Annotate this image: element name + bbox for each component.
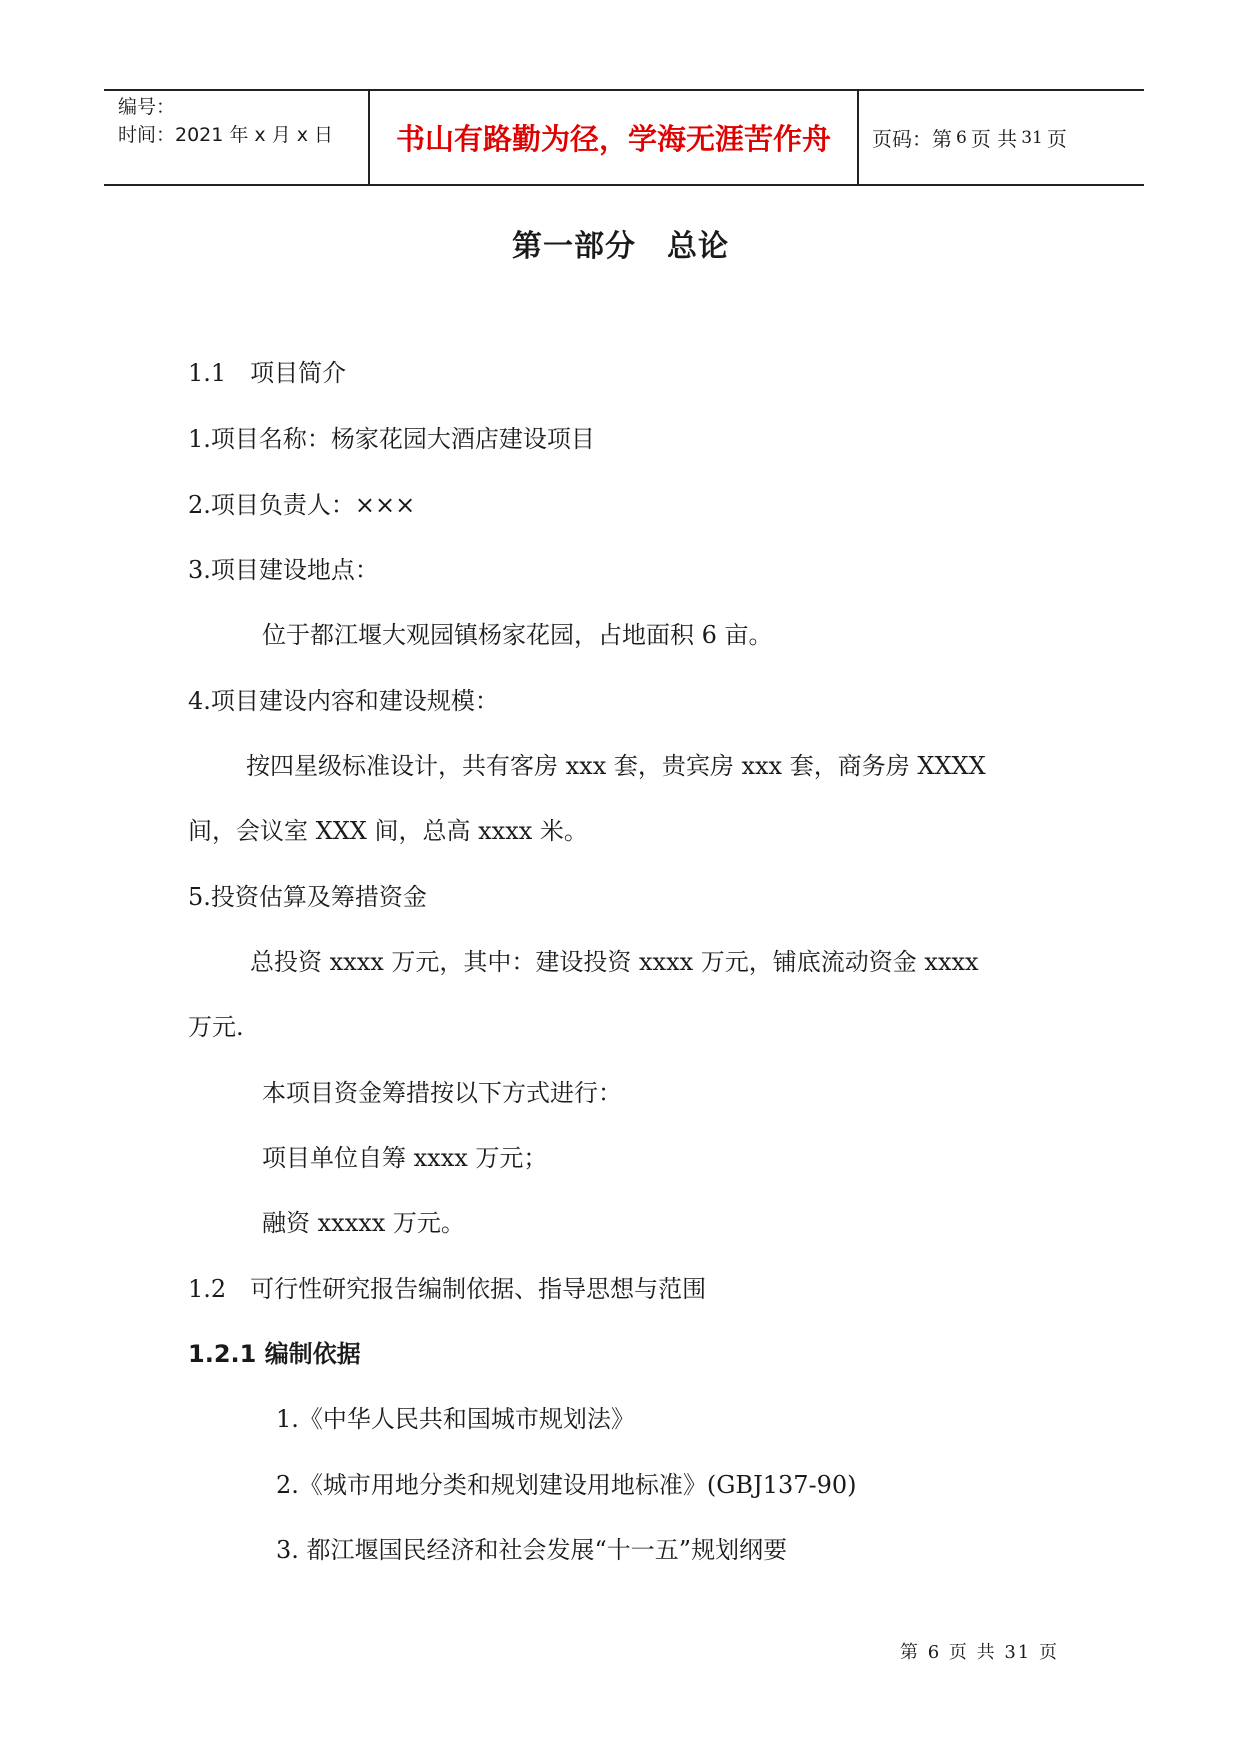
header-page-total: 31	[1021, 127, 1043, 148]
paragraph: 2.项目负责人：×××	[188, 491, 416, 519]
paragraph: 5.投资估算及筹措资金	[188, 883, 427, 911]
header-meta	[118, 93, 333, 149]
section-heading: 1.1 项目简介	[188, 359, 347, 387]
paragraph: 万元.	[188, 1013, 244, 1041]
paragraph: 融资 xxxxx 万元。	[262, 1209, 465, 1237]
list-item: 3. 都江堰国民经济和社会发展“十一五”规划纲要	[276, 1536, 788, 1564]
header-number-label: 编号：	[118, 96, 176, 118]
header-motto: 书山有路勤为径，学海无涯苦作舟	[395, 122, 831, 156]
header-divider	[857, 91, 859, 184]
paragraph: 项目单位自筹 xxxx 万元；	[262, 1144, 548, 1172]
header-page-mid: 页 共	[970, 127, 1018, 151]
paragraph: 总投资 xxxx 万元，其中：建设投资 xxxx 万元，铺底流动资金 xxxx	[250, 948, 979, 976]
paragraph: 本项目资金筹措按以下方式进行：	[262, 1079, 622, 1107]
header-page-prefix: 页码：第	[872, 127, 952, 151]
document-header	[104, 89, 1144, 186]
paragraph: 位于都江堰大观园镇杨家花园，占地面积 6 亩。	[262, 621, 773, 649]
subsection-heading: 1.2.1 编制依据	[188, 1340, 361, 1368]
header-page-suffix: 页	[1046, 127, 1067, 151]
paragraph: 4.项目建设内容和建设规模：	[188, 687, 499, 715]
list-item: 2.《城市用地分类和规划建设用地标准》(GBJ137-90)	[276, 1471, 857, 1499]
header-time: 时间：2021 年 x 月 x 日	[118, 124, 334, 146]
paragraph: 间，会议室 XXX 间，总高 xxxx 米。	[188, 817, 588, 845]
list-item: 1.《中华人民共和国城市规划法》	[276, 1405, 635, 1433]
page-footer: 第 6 页 共 31 页	[900, 1642, 1059, 1663]
page-title: 第一部分 总论	[512, 229, 729, 264]
paragraph: 按四星级标准设计，共有客房 xxx 套，贵宾房 xxx 套，商务房 XXXX	[246, 752, 986, 780]
paragraph: 3.项目建设地点：	[188, 556, 379, 584]
header-page-current: 6	[956, 127, 967, 148]
section-heading: 1.2 可行性研究报告编制依据、指导思想与范围	[188, 1275, 707, 1303]
header-page-indicator	[872, 91, 1067, 184]
paragraph: 1.项目名称：杨家花园大酒店建设项目	[188, 425, 595, 453]
